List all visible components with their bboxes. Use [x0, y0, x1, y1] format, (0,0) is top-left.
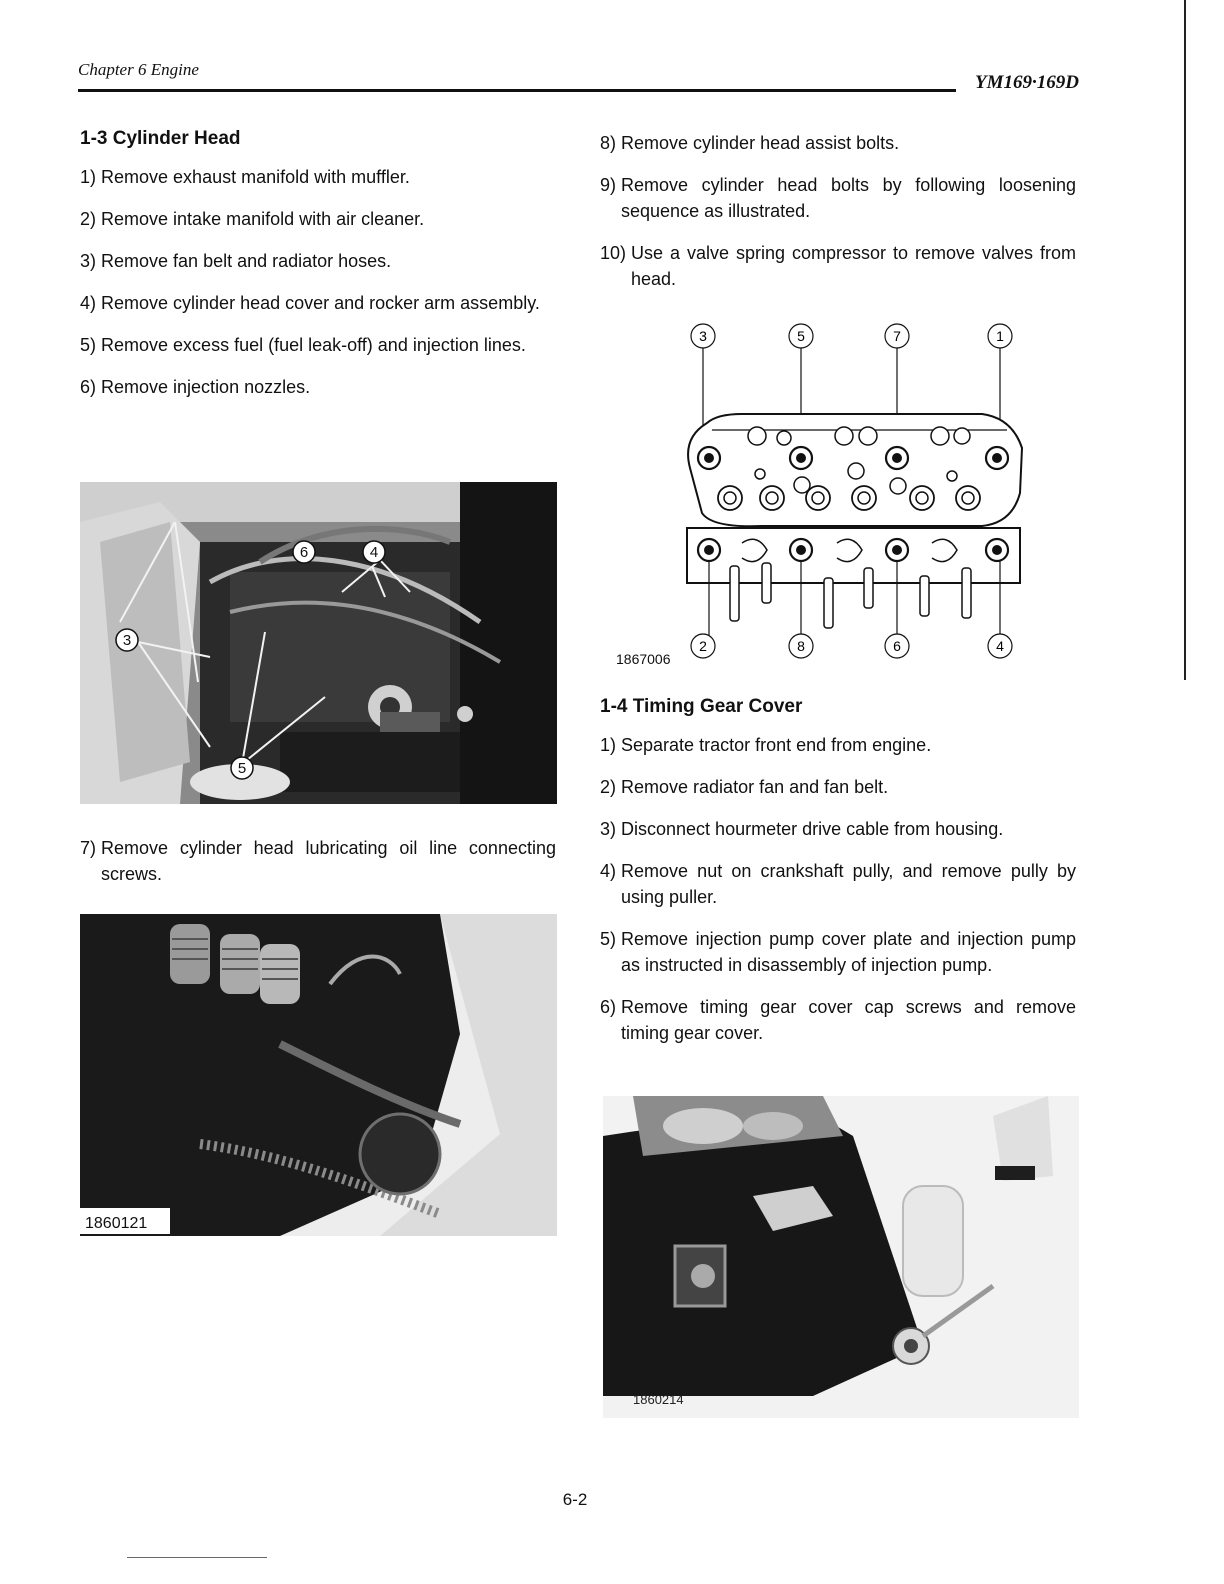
step-number: 6) — [600, 997, 617, 1017]
step-text: Remove fan belt and radiator hoses. — [101, 251, 392, 271]
step-item — [600, 926, 1076, 978]
step-text: Remove excess fuel (fuel leak-off) and injection lines. — [101, 335, 526, 355]
step-number: 1) — [80, 167, 97, 187]
step-number: 8) — [600, 133, 617, 153]
step-text: Remove cylinder head assist bolts. — [621, 133, 900, 153]
left-column-step-7 — [80, 835, 556, 903]
callout-number: 4 — [369, 544, 379, 561]
page-number: 6-2 — [562, 1490, 588, 1509]
callout-number: 6 — [299, 544, 309, 561]
section-heading-cylinder-head: 1-3 Cylinder Head — [80, 128, 241, 149]
diagram-code: 1867006 — [616, 651, 671, 667]
sequence-number: 3 — [699, 328, 707, 344]
step-item — [600, 240, 1076, 292]
step-item — [600, 732, 1076, 758]
step-number: 3) — [80, 251, 97, 271]
photo-caption: 1860121 — [85, 1215, 148, 1232]
engine-bay-photo — [80, 482, 557, 804]
step-item — [600, 172, 1076, 224]
callout-number: 5 — [237, 760, 247, 777]
cylinder-head-photo — [80, 914, 557, 1236]
step-text: Remove injection pump cover plate and injection pump as instructed in disassembly of injection pump. — [621, 929, 1076, 975]
step-number: 3) — [600, 819, 617, 839]
step-number: 4) — [80, 293, 97, 313]
step-text: Separate tractor front end from engine. — [621, 735, 932, 755]
step-text: Remove cylinder head cover and rocker arm assembly. — [101, 293, 540, 313]
step-text: Remove intake manifold with air cleaner. — [101, 209, 425, 229]
step-number: 9) — [600, 175, 617, 195]
step-number: 7) — [80, 838, 97, 858]
step-text: Remove cylinder head lubricating oil line connecting screws. — [101, 838, 556, 884]
step-item — [600, 130, 1076, 156]
sequence-number: 2 — [699, 638, 707, 654]
step-item — [600, 994, 1076, 1046]
step-text: Remove radiator fan and fan belt. — [621, 777, 889, 797]
step-item — [80, 164, 556, 190]
left-column-text — [80, 128, 556, 416]
step-number: 6) — [80, 377, 97, 397]
bolt-sequence-drawing — [612, 318, 1032, 670]
timing-gear-illustration — [603, 1096, 1079, 1418]
step-item — [80, 374, 556, 400]
model-number: YM169·169D — [975, 72, 1079, 93]
step-text: Remove exhaust manifold with muffler. — [101, 167, 410, 187]
sequence-number: 7 — [893, 328, 901, 344]
cylinder-head-illustration — [80, 914, 557, 1236]
callout-number: 3 — [122, 632, 132, 649]
timing-gear-photo — [603, 1096, 1079, 1418]
right-column-steps-b — [600, 696, 1076, 1062]
step-item — [600, 816, 1076, 842]
bolt-sequence-diagram — [612, 318, 1032, 670]
sequence-number: 4 — [996, 638, 1004, 654]
footer-rule — [127, 1557, 267, 1558]
step-number: 5) — [80, 335, 97, 355]
step-item — [80, 835, 556, 887]
step-text: Disconnect hourmeter drive cable from housing. — [621, 819, 1004, 839]
step-item — [600, 774, 1076, 800]
sequence-number: 8 — [797, 638, 805, 654]
step-text: Remove timing gear cover cap screws and remove timing gear cover. — [621, 997, 1076, 1043]
right-column-steps-a — [600, 130, 1076, 308]
engine-bay-illustration — [80, 482, 557, 804]
step-item — [80, 332, 556, 358]
step-number: 2) — [600, 777, 617, 797]
step-item — [80, 248, 556, 274]
step-text: Use a valve spring compressor to remove valves from head. — [631, 243, 1076, 289]
sequence-number: 6 — [893, 638, 901, 654]
step-text: Remove nut on crankshaft pully, and remove pully by using puller. — [621, 861, 1076, 907]
step-text: Remove cylinder head bolts by following loosening sequence as illustrated. — [621, 175, 1076, 221]
photo-caption: 1860214 — [633, 1392, 684, 1407]
step-number: 1) — [600, 735, 617, 755]
step-item — [80, 290, 556, 316]
step-number: 10) — [600, 243, 627, 263]
section-heading-timing-gear-cover: 1-4 Timing Gear Cover — [600, 696, 803, 717]
step-number: 5) — [600, 929, 617, 949]
chapter-title: Chapter 6 Engine — [78, 60, 199, 79]
sequence-number: 1 — [996, 328, 1004, 344]
step-text: Remove injection nozzles. — [101, 377, 311, 397]
step-number: 2) — [80, 209, 97, 229]
step-item — [600, 858, 1076, 910]
step-item — [80, 206, 556, 232]
page-edge-rule — [1184, 0, 1186, 680]
header-rule — [78, 89, 956, 92]
step-number: 4) — [600, 861, 617, 881]
sequence-number: 5 — [797, 328, 805, 344]
